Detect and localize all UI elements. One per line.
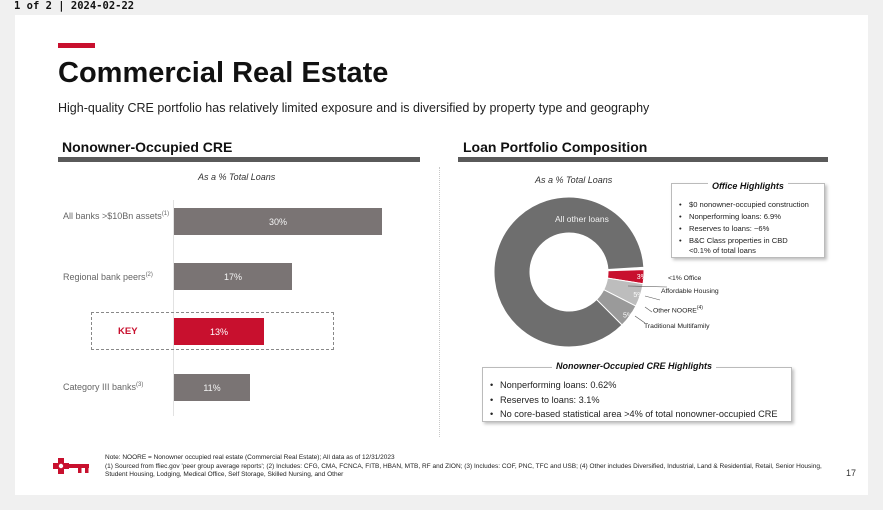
bar-key: [174, 318, 264, 345]
page-subtitle: High-quality CRE portfolio has relatively limited exposure and is diversified by property type and geography: [58, 101, 650, 115]
bar-label-all-banks: All banks >$10Bn assets$^{(1)}$: [63, 211, 170, 221]
section-title-loan-portfolio: Loan Portfolio Composition: [463, 139, 648, 155]
footer-notes: [105, 454, 825, 480]
footer-note: Note: NOORE = Nonowner occupied real estate (Commercial Real Estate); All data as of 12/31/2023: [105, 454, 395, 461]
office-highlight-item: • B&C Class properties in CBD <0.1% of total loans: [675, 236, 809, 256]
donut-slice-value-2: 5%: [633, 292, 644, 300]
office-highlights-box: [671, 183, 825, 258]
donut-slice-value-3: 5%: [622, 312, 634, 320]
bar-value-regional-peers: 17%: [223, 271, 242, 282]
donut-label-affordable-housing: Affordable Housing: [661, 288, 719, 295]
leader-line-other-noore: [645, 307, 652, 312]
cre-highlights-title: Nonowner-Occupied CRE Highlights: [552, 361, 716, 371]
office-highlight-item: • Nonperforming loans: 6.9%: [675, 211, 809, 223]
donut-chart-sublabel: As a % Total Loans: [535, 175, 613, 185]
cre-highlight-item: • No core-based statistical area >4% of total nonowner-occupied CRE: [486, 407, 778, 422]
page-indicator: 1 of 2 | 2024-02-22: [14, 0, 135, 12]
bar-label-category-iii: Category III banks$^{(3)}$: [63, 382, 144, 392]
office-highlights-title: Office Highlights: [708, 181, 788, 191]
leader-line-affordable: [645, 296, 660, 300]
cre-highlight-item: • Reserves to loans: 3.1%: [486, 393, 778, 408]
bar-value-key: 13%: [209, 326, 228, 337]
bar-chart-sublabel: As a % Total Loans: [198, 172, 276, 182]
donut-label-all-other-loans: All other loans: [555, 214, 609, 224]
page-title: Commercial Real Estate: [58, 57, 389, 89]
bar-category-iii: [174, 374, 250, 401]
cre-highlight-item: • Nonperforming loans: 0.62%: [486, 378, 778, 393]
slide: [15, 15, 868, 495]
donut-label-traditional-multifamily: Traditional Multifamily: [644, 323, 710, 330]
office-highlight-item: • $0 nonowner-occupied construction: [675, 199, 809, 211]
section-title-nonowner-cre: Nonowner-Occupied CRE: [62, 139, 233, 155]
donut-label-office: <1% Office: [668, 275, 702, 282]
donut-label-other-noore: Other NOORE$^{(4)}$: [653, 305, 703, 315]
bar-value-all-banks: 30%: [268, 216, 287, 227]
bar-all-banks: [174, 208, 382, 235]
cre-highlights-box: [482, 367, 792, 422]
page-number: 17: [846, 468, 857, 478]
title-accent-bar: [58, 43, 95, 48]
donut-slice-value-1: 3%: [636, 274, 647, 282]
footer-footnote: (1) Sourced from ffiec.gov 'peer group average reports'; (2) Includes: CFG, CMA, FCNCA, FITB, HBAN, MTB, RF and ZION; (3) Includes: COF, PNC, TFC and USB; (4) Other includes Diversified, Industrial, Land & Residential, Retail, Senior Housing, Student Housing, Lodging, Medical Office, Self Storage, Skilled Nursing, and Other: [105, 462, 822, 479]
section-rule-right: [458, 157, 828, 162]
section-divider: [439, 167, 440, 437]
bar-label-regional-peers: Regional bank peers$^{(2)}$: [63, 272, 153, 282]
bar-value-category-iii: 11%: [203, 382, 221, 393]
bar-regional-peers: [174, 263, 292, 290]
leader-line-multifamily: [635, 316, 645, 323]
bar-label-key: KEY: [118, 326, 138, 337]
office-highlight-item: • Reserves to loans: ~6%: [675, 223, 809, 235]
section-rule-left: [58, 157, 420, 162]
key-logo-icon: [51, 456, 93, 476]
